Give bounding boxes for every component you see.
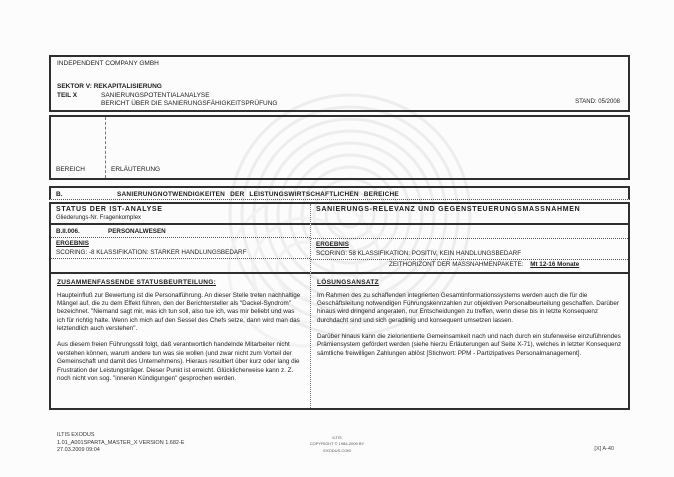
- sector-title: SEKTOR V: REKAPITALISIERUNG: [57, 83, 162, 90]
- erlaeuterung-label: ERLÄUTERUNG: [111, 166, 161, 173]
- footer-app-line-1: ILTIS EXODUS: [57, 432, 95, 438]
- company-name: INDEPENDENT COMPANY GMBH: [57, 60, 159, 67]
- item-name: PERSONALWESEN: [108, 228, 166, 235]
- status-paragraph-2: Aus diesem freien Führungsstil folgt, daß verantwortlich handelnde Mitarbeiter nicht verstehen können, warum andere tun was sie wollen (und zwar nicht zum Vorteil der Gemeinschaft und damit des Unternehmens). Hieraus resultiert über kurz oder lang die Frustration der Leistungsträger. Dieser Punkt ist erreicht. Glücklicherweise kann z. Z. noch nicht von sog. "inneren Kündigungen" gesprochen werden.: [57, 341, 300, 382]
- bereich-label: BEREICH: [56, 166, 85, 173]
- loesung-paragraph-1: Im Rahmen des zu schaffenden integrierten Gesamtinformationssystems werden auch die für die Geschäftsleitung notwendigen Führungskennzahlen zur objektiven Personalbeurteilung geschaffen. Darüber hinaus wird dringend angeraten, nur Entscheidungen zu treffen, wenn diese bis in letzte Konsequenz durchdacht sind und sich geradlinig und konsequent umsetzen lassen.: [317, 291, 619, 324]
- footer-page-ref: [X] A-40: [594, 446, 614, 452]
- part-row: [57, 92, 278, 108]
- bereich-erlaeuterung-box: [49, 115, 630, 180]
- relevanz-column-header: [311, 204, 628, 225]
- zeithorizont-value: Mt 12-16 Monate: [530, 261, 580, 268]
- zeithorizont-label: ZEITHORIZONT DER MASSNAHMENPAKETE:: [389, 261, 524, 268]
- status-result-row: [51, 225, 310, 274]
- footer-copyright-line-3: EXODUS.COM: [323, 447, 351, 453]
- header-box: [49, 55, 630, 112]
- part-line-1: SANIERUNGSPOTENTIALANALYSE: [101, 92, 210, 99]
- item-row: [51, 227, 310, 238]
- scoring-left: SCORING: -8 KLASSIFIKATION: STARKER HANDLUNGSBEDARF: [51, 248, 310, 259]
- status-text-block: [51, 274, 310, 408]
- footer-app-line-3: 27.03.2009 09:04: [57, 447, 100, 454]
- footer-copyright-line-2: COPYRIGHT © 1984-2009 BY: [309, 441, 365, 447]
- section-b-index: B.: [56, 191, 63, 198]
- footer-app-line-2: 1.01_A001SPARTA_MASTER_X VERSION 1.682-E: [57, 439, 185, 446]
- status-paragraph-1: Haupteinfluß zur Bewertung ist die Personalführung. An dieser Stelle treten nachhaltige Mängel auf, die zu dem Effekt führen, den der Berichtersteller als "Dackel-Syndrom" bezeichnet. "Niemand sagt mir, was ich tun soll, also tue ich, was mir beliebt und was ich für richtig halte. Wenn ich mich auf den Sessel des Chefs setze, dann wird man das letztendlich auch verstehen".: [57, 291, 301, 333]
- loesung-text-block: [311, 274, 628, 408]
- relevanz-column: [311, 204, 628, 408]
- relevanz-header-title: SANIERUNGS-RELEVANZ UND GEGENSTEUERUNGSMASSNAHMEN: [316, 206, 581, 213]
- ergebnis-label-right: ERGEBNIS: [316, 241, 349, 248]
- status-heading: ZUSAMMENFASSENDE STATUSBEURTEILUNG:: [57, 279, 217, 286]
- scoring-right: SCORING: 58 KLASSIFIKATION: POSITIV, KEIN HANDLUNGSBEDARF: [311, 249, 628, 260]
- gliederungs-sub-label: Gliederungs-Nr. Fragenkomplex: [56, 215, 142, 221]
- ergebnis-label-left: ERGEBNIS: [56, 240, 89, 247]
- part-line-2: BERICHT ÜBER DIE SANIERUNGSFÄHIGKEITSPRÜFUNG: [101, 100, 278, 107]
- status-column-header: [51, 204, 310, 225]
- section-b-bar: [49, 186, 630, 200]
- footer-copyright: [0, 435, 674, 454]
- part-lines: [101, 92, 278, 108]
- status-column: [51, 204, 311, 408]
- relevanz-result-row: [311, 225, 628, 274]
- section-b-title: SANIERUNGNOTWENDIGKEITEN DER LEISTUNGSWIRTSCHAFTLICHEN BEREICHE: [117, 191, 399, 198]
- main-analysis-box: [49, 202, 630, 410]
- loesungsansatz-heading: LÖSUNGSANSATZ: [317, 279, 379, 286]
- item-number: B.II.006.: [56, 228, 80, 235]
- stand-date: STAND: 05/2008: [575, 99, 620, 105]
- loesung-paragraph-2: Darüber hinaus kann die zielorientierte Gemeinsamkeit nach und nach durch ein stufenweise einzuführendes Prämiensystem gefördert werden (siehe hierzu Erläuterungen auf Seite X-71), welches in letzter Konsequenz sämtliche freiwilligen Zahlungen ablöst [Stichwort: PPM - Partizipatives Personalmanagement].: [317, 333, 622, 357]
- status-header-title: STATUS DER IST-ANALYSE: [56, 206, 163, 213]
- part-label: TEIL X: [57, 92, 78, 99]
- footer-copyright-line-1: ILTIS: [332, 435, 342, 440]
- zeithorizont-row: [311, 261, 628, 268]
- result-row-spacer: [311, 227, 628, 239]
